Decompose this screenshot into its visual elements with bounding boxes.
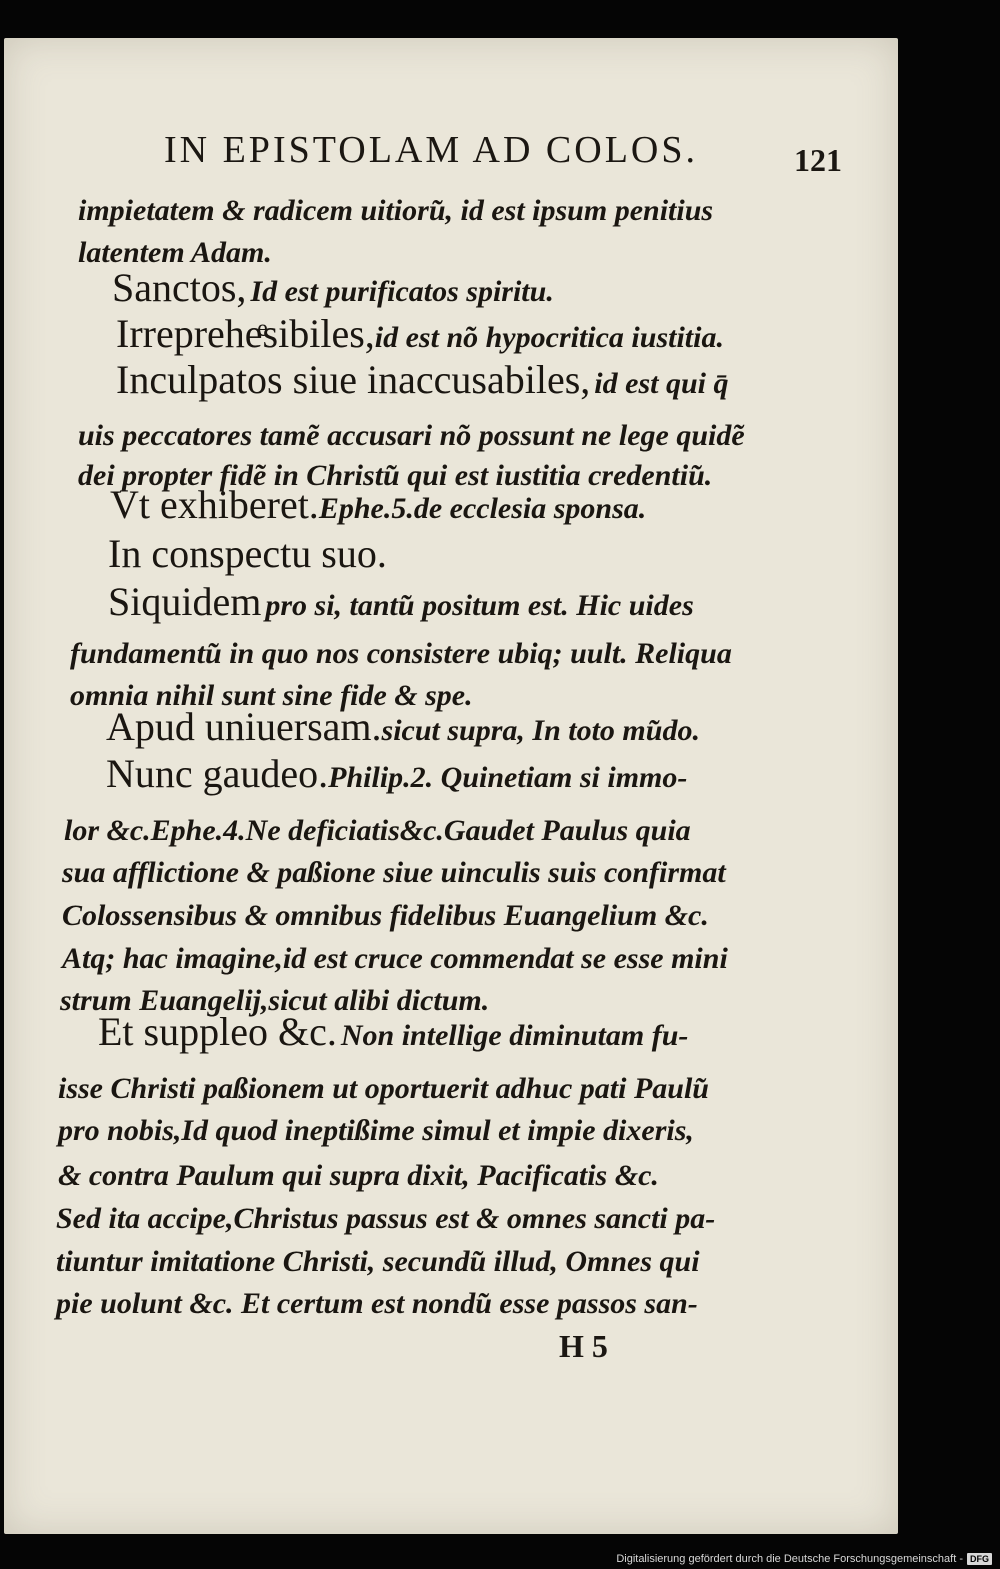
lemma: Siquidem [108, 579, 262, 624]
commentary: id est qui q̄ [594, 367, 729, 400]
commentary: strum Euangelij,sicut alibi dictum. [60, 984, 490, 1017]
commentary: id est no͂ hypocritica iustitia. [374, 321, 724, 354]
commentary: pie uolunt &c. Et certum est nondu͂ esse passos san- [56, 1287, 698, 1320]
lemma: Et suppleo &c. [98, 1009, 337, 1054]
commentary: impietatem & radicem uitioru͂, id est ipsum penitius [78, 194, 714, 227]
text-line [108, 578, 694, 625]
text-line [64, 803, 691, 850]
text-line [78, 183, 713, 230]
text-line [106, 750, 687, 797]
text-line [58, 1148, 659, 1195]
text-line [108, 530, 387, 577]
commentary: dei propter fide͂ in Christu͂ qui est iustitia credentiu͂. [78, 459, 713, 492]
commentary: pro nobis,Id quod ineptißime simul et impie dixeris, [58, 1114, 694, 1147]
commentary: lor &c.Ephe.4.Ne deficiatis&c.Gaudet Paulus quia [64, 814, 691, 847]
dfg-logo: DFG [967, 1553, 992, 1565]
commentary: tiuntur imitatione Christi, secundu͂ illud, Omnes qui [56, 1245, 700, 1278]
commentary: sua afflictione & paßione siue uinculis suis confirmat [62, 856, 726, 889]
text-line [62, 845, 726, 892]
text-line [70, 626, 732, 673]
lemma: Nunc gaudeo. [106, 751, 329, 796]
running-title: IN EPISTOLAM AD COLOS. [164, 129, 699, 171]
folio-number: 121 [794, 142, 842, 178]
commentary: & contra Paulum qui supra dixit, Pacificatis &c. [58, 1159, 659, 1192]
text-line [116, 356, 728, 403]
text-line [62, 931, 728, 978]
text-line [58, 1061, 709, 1108]
lemma: Vt exhiberet. [110, 482, 319, 527]
commentary: uis peccatores tame͂ accusari no͂ possunt ne lege quide͂ [78, 419, 745, 452]
lemma: Inculpatos siue inaccusabiles, [116, 357, 591, 402]
commentary: Ephe.5.de ecclesia sponsa. [318, 492, 647, 525]
commentary: omnia nihil sunt sine fide & spe. [70, 679, 473, 712]
text-line [56, 1276, 698, 1323]
commentary: pro si, tantu͂ positum est. Hic uides [265, 589, 694, 622]
signature-mark: H 5 [559, 1328, 608, 1364]
text-line [116, 310, 724, 357]
commentary: fundamentu͂ in quo nos consistere ubiq; uult. Reliqua [70, 637, 732, 670]
commentary: Atq; hac imagine,id est cruce commendat se esse mini [62, 942, 728, 975]
text-line [98, 1008, 688, 1055]
text-line [56, 1234, 700, 1281]
commentary: Id est purificatos spiritu. [250, 275, 554, 308]
commentary: isse Christi paßionem ut oportuerit adhuc pati Paulu͂ [58, 1072, 709, 1105]
commentary: Philip.2. Quinetiam si immo- [328, 761, 688, 794]
commentary: Sed ita accipe,Christus passus est & omnes sancti pa- [56, 1202, 716, 1235]
text-line [62, 888, 709, 935]
digitization-credit [616, 1553, 992, 1565]
commentary: Non intellige diminutam fu- [340, 1019, 689, 1052]
lemma: Irrepreheͤsibiles, [116, 311, 375, 356]
text-line [112, 264, 554, 311]
book-page [4, 38, 898, 1534]
commentary: Colossensibus & omnibus fidelibus Euangelium &c. [62, 899, 709, 932]
text-line [58, 1103, 694, 1150]
text-line [106, 703, 700, 750]
lemma: Sanctos, [112, 265, 247, 310]
commentary: latentem Adam. [78, 236, 272, 269]
lemma: In conspectu suo. [108, 531, 387, 576]
text-line [110, 481, 646, 528]
credit-text: Digitalisierung gefördert durch die Deutsche Forschungsgemeinschaft - [616, 1553, 963, 1565]
text-line [56, 1191, 715, 1238]
lemma: Apud uniuersam. [106, 704, 382, 749]
commentary: sicut supra, In toto mu͂do. [381, 714, 700, 747]
